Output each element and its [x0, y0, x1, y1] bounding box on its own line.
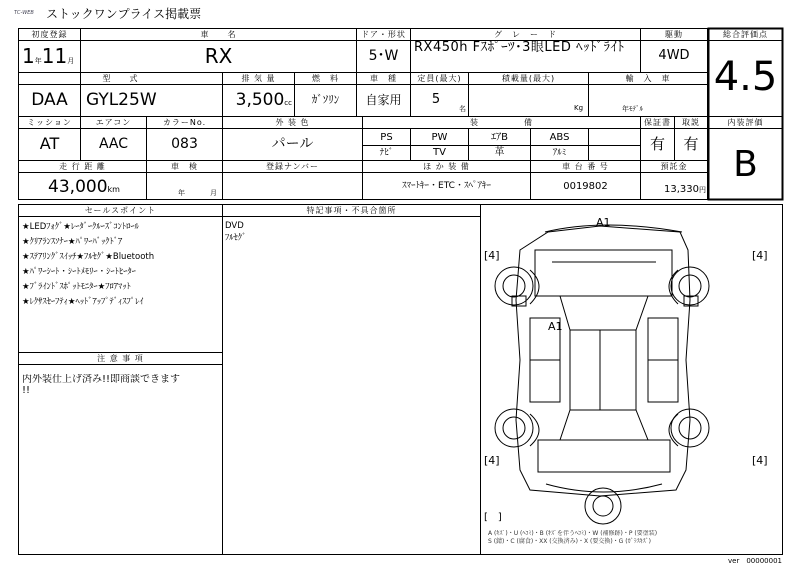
equip-pw: PW — [431, 132, 448, 143]
sales-points-list — [22, 220, 220, 310]
rear-window — [560, 410, 648, 440]
spare-tire — [585, 488, 621, 524]
mission-header: ミッション — [27, 118, 72, 127]
tire-front-left — [495, 267, 533, 305]
body-outline — [516, 226, 690, 496]
km-unit: km — [107, 185, 120, 194]
roof — [570, 330, 636, 410]
spare-tire-label: [ ] — [484, 512, 502, 523]
equip-navi: ﾅﾋﾞ — [379, 148, 394, 158]
stock-no-value: 0019802 — [563, 181, 608, 192]
page-title: ストックワンプライス掲載票 — [46, 7, 202, 21]
equip-airbag: ｴｱB — [491, 132, 508, 143]
persons-unit: 名 — [459, 105, 466, 113]
tire-label-front-left: [4] — [484, 249, 500, 262]
legend-line: S (錆)・C (腐食)・XX (交換済み)・X (要交換)・G (ｶﾞﾗｽｷｽﾞ) — [488, 538, 651, 545]
tailgate — [538, 440, 670, 472]
equip-abs: ABS — [549, 132, 570, 143]
manual-header: 取説 — [682, 118, 700, 127]
damage-mark-front: A1 — [596, 216, 611, 229]
exterior-color-header: 外 装 色 — [275, 118, 310, 127]
special-notes-list — [225, 220, 475, 244]
equip-ps: PS — [380, 132, 393, 143]
mileage-number: 43,000 — [48, 177, 108, 197]
doors-shape-value: 5･W — [368, 48, 399, 64]
color-no-value: 083 — [171, 136, 198, 152]
cautions-text — [22, 374, 220, 396]
mileage-header: 走 行 距 離 — [59, 162, 106, 171]
capacity-value: 5 — [431, 92, 441, 107]
sales-point-item: ★ｸﾘｱﾗﾝｽｿﾅｰ★ﾊﾟﾜｰﾊﾞｯｸﾄﾞｱ — [22, 237, 123, 247]
damage-legend — [488, 530, 780, 546]
drive-header: 駆動 — [665, 30, 683, 39]
first-reg-year: 1 — [22, 44, 35, 68]
interior-score-value: B — [733, 144, 758, 185]
tire-rear-left — [495, 409, 533, 447]
price-header: 預託金 — [660, 162, 688, 171]
grade-value: RX450h Fｽﾎﾟｰﾂ･3眼LED ﾍｯﾄﾞﾗｲﾄ — [414, 41, 625, 55]
first-reg-value — [22, 44, 80, 70]
car-type-header: 車 種 — [370, 74, 397, 83]
inspection-month-unit: 月 — [210, 189, 217, 197]
price-number: 13,330 — [664, 184, 699, 195]
first-reg-month: 11 — [41, 44, 68, 68]
door-front-right — [648, 318, 678, 360]
exterior-color-value: パール — [271, 136, 314, 152]
cc-unit: cc — [284, 99, 292, 107]
car-name-value: RX — [204, 44, 233, 68]
door-rear-right — [648, 360, 678, 402]
displacement-value — [226, 86, 294, 114]
tire-label-front-right: [4] — [752, 249, 768, 262]
kg-unit: Kg — [574, 104, 584, 112]
color-no-header: カラーNo. — [162, 118, 207, 127]
special-note-item: ﾌﾙｾｸﾞ — [225, 233, 247, 243]
reg-number-header: 登録ナンバー — [265, 162, 320, 171]
inspection-year-unit: 年 — [178, 189, 185, 197]
fuel-header: 燃 料 — [312, 74, 339, 83]
price-value — [644, 174, 706, 199]
company-logo: TC-WEB — [14, 10, 34, 16]
equip-alloy: ｱﾙﾐ — [552, 148, 567, 158]
aircon-header: エアコン — [95, 118, 132, 127]
cautions-header: 注 意 事 項 — [97, 354, 144, 363]
model-code-value: GYL25W — [86, 90, 157, 110]
warranty-header: 保証書 — [644, 118, 671, 127]
interior-score-header: 内装評価 — [727, 118, 764, 127]
first-reg-header: 初度登録 — [31, 30, 68, 39]
special-note-item: DVD — [225, 221, 244, 231]
equip-tv: TV — [433, 147, 446, 158]
aircon-value: AAC — [98, 136, 129, 152]
year-unit: 年 — [34, 57, 42, 65]
special-notes-header: 特記事項・不具合箇所 — [306, 206, 397, 215]
caution-line: !! — [22, 385, 31, 396]
load-header: 積載量(最大) — [501, 74, 556, 83]
model-prefix-value: DAA — [31, 90, 68, 110]
car-type-value: 自家用 — [365, 93, 402, 107]
manual-value: 有 — [683, 135, 699, 153]
month-unit: 月 — [67, 57, 75, 65]
displacement-header: 排 気 量 — [241, 74, 276, 83]
equip-leather: 革 — [494, 147, 505, 158]
model-year-unit: 年ﾓﾃﾞﾙ — [622, 105, 643, 113]
door-rear-left — [530, 360, 560, 402]
car-name-header: 車 名 — [200, 30, 237, 39]
equipment-header: 装 備 — [470, 118, 533, 127]
other-equipment-header: ほ か 装 備 — [423, 162, 470, 171]
sales-point-item: ★ﾊﾟﾜｰｼｰﾄ・ｼｰﾄﾒﾓﾘｰ・ｼｰﾄﾋｰﾀｰ — [22, 267, 136, 277]
yen-unit: 円 — [699, 186, 706, 194]
stock-no-header: 車 台 番 号 — [562, 162, 609, 171]
sales-point-item: ★ﾚｸｻｽｾｰﾌﾃｨ★ﾍｯﾄﾞｱｯﾌﾟﾃﾞｨｽﾌﾟﾚｲ — [22, 297, 144, 307]
grade-header: グ レ ー ド — [494, 30, 557, 39]
tire-label-rear-right: [4] — [752, 454, 768, 467]
capacity-header: 定員(最大) — [417, 74, 462, 83]
fuel-value: ｶﾞｿﾘﾝ — [311, 93, 340, 106]
sales-point-item: ★ｽﾃｱﾘﾝｸﾞｽｲｯﾁ★ﾌﾙｾｸﾞ★Bluetooth — [22, 252, 155, 262]
sales-point-item: ★ﾌﾞﾗｲﾝﾄﾞｽﾎﾟｯﾄﾓﾆﾀｰ★ﾌﾛｱﾏｯﾄ — [22, 282, 131, 292]
displacement-number: 3,500 — [235, 90, 285, 110]
mileage-value — [22, 174, 146, 199]
mission-value: AT — [39, 134, 60, 153]
overall-score-header: 総合評価点 — [723, 30, 768, 39]
tire-label-rear-left: [4] — [484, 454, 500, 467]
caution-line: 内外装仕上げ済み!!即商談できます — [22, 374, 181, 385]
warranty-value: 有 — [649, 135, 665, 153]
version-label: ver 00000001 — [728, 557, 782, 565]
legend-line: A (ｷｽﾞ)・U (ﾍｺﾐ)・B (ｷｽﾞを伴うﾍｺﾐ)・W (補修跡)・P (要塗装) — [488, 530, 658, 537]
import-header: 輸 入 車 — [625, 74, 671, 83]
hood — [535, 250, 672, 296]
doors-shape-header: ドア・形状 — [361, 30, 406, 39]
windshield — [560, 296, 648, 330]
inspection-header: 車 検 — [171, 162, 198, 171]
damage-mark-left: A1 — [548, 320, 563, 333]
model-header: 型 式 — [102, 74, 139, 83]
sales-point-item: ★LEDﾌｫｸﾞ★ﾚｰﾀﾞｰｸﾙｰｽﾞｺﾝﾄﾛｰﾙ — [22, 222, 139, 232]
overall-score-value: 4.5 — [713, 54, 778, 100]
drive-value: 4WD — [658, 48, 690, 63]
sales-points-header: セールスポイント — [84, 206, 157, 215]
other-equipment-value: ｽﾏｰﾄｷｰ・ETC・ｽﾍﾟｱｷｰ — [402, 181, 491, 191]
